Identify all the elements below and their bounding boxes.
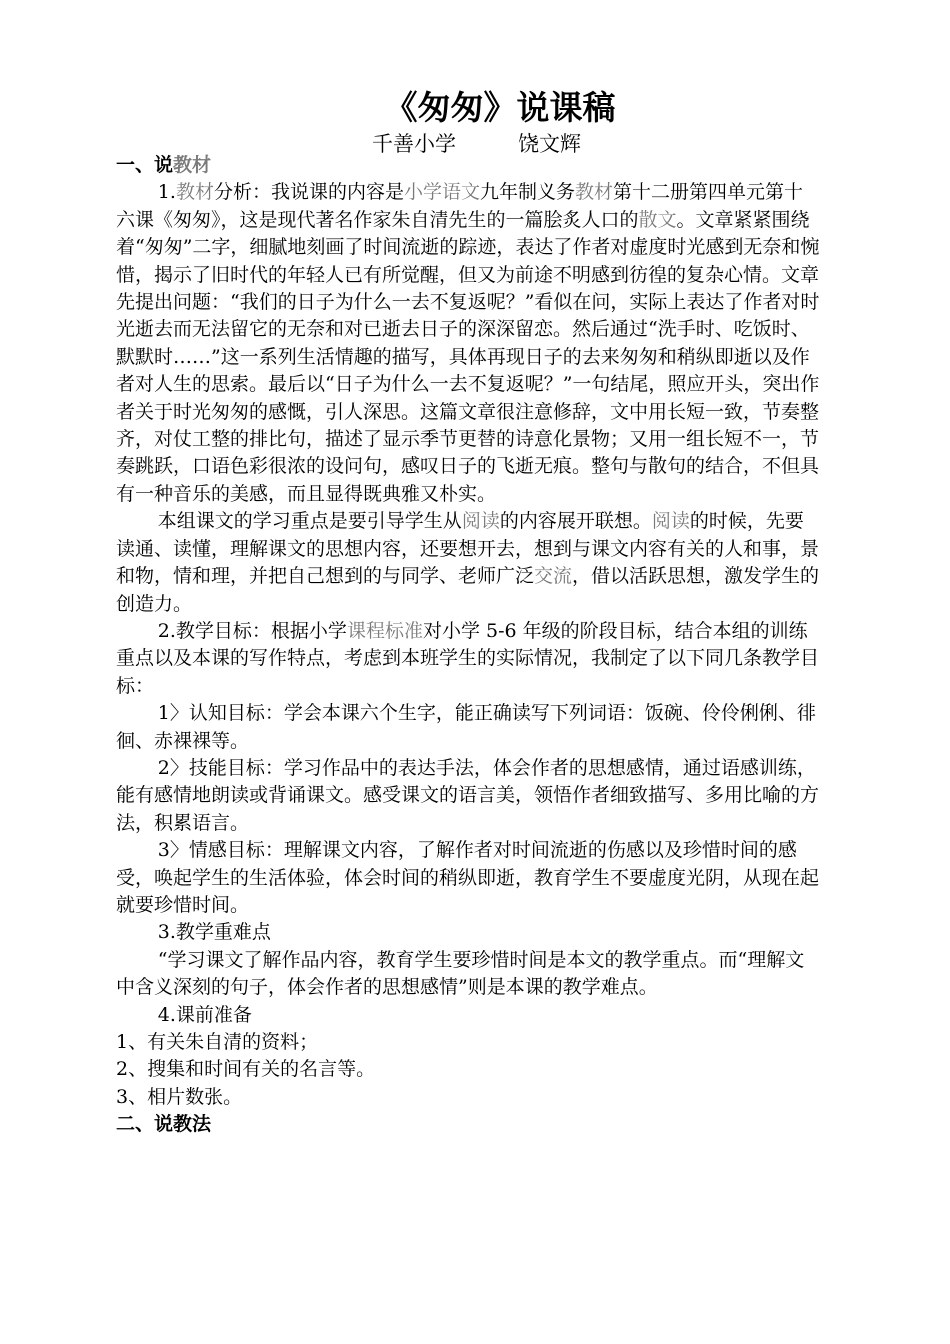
section-heading-label: 一、说 (116, 154, 174, 176)
paragraph-teaching-goals (116, 618, 820, 700)
text-run: ，借以活跃思想，激发学生的创造力。 (116, 565, 820, 615)
primary-chinese-link[interactable]: 小学语文 (403, 181, 480, 204)
text-run: 2.教学目标：根据小学 (157, 619, 347, 642)
list-item: 3、相片数张。 (116, 1085, 243, 1108)
text-run: 本组课文的学习重点是要引导学生从 (157, 510, 462, 533)
list-item: 1、有关朱自清的资料； (116, 1031, 319, 1053)
goal-emotional: 3〉情感目标：理解课文内容，了解作者对时间流逝的伤感以及珍惜时间的感受，唤起学生的生活体验，体会时间的稍纵即逝，教育学生不要虚度光阴，从现在起就要珍惜时间。 (116, 839, 820, 916)
text-run: 对小学 5-6 年级的阶段目标，结合本组的训练重点以及本课的写作特点，考虑到本班学生的实际情况，我制定了以下同几条教学目标： (116, 619, 820, 697)
preparation-heading: 4.课前准备 (157, 1003, 252, 1026)
author-name: 饶文辉 (518, 132, 581, 156)
textbook-link[interactable]: 教材 (175, 181, 214, 204)
reading-link[interactable]: 阅读 (651, 510, 690, 533)
key-points-heading: 3.教学重难点 (157, 921, 271, 944)
reading-link[interactable]: 阅读 (461, 510, 500, 533)
communication-link[interactable]: 交流 (534, 565, 573, 588)
section-heading-two: 二、说教法 (116, 1113, 212, 1136)
goal-cognitive: 1〉认知目标：学会本课六个生字，能正确读写下列词语：饭碗、伶伶俐俐、徘徊、赤裸裸等。 (116, 702, 816, 752)
section-heading-one (116, 152, 820, 179)
text-run: 的时候，先要读通、读懂，理解课文的思想内容，还要想开去，想到与课文内容有关的人和事，景和物，情和理，并把自己想到的与同学、老师广泛 (116, 510, 820, 588)
textbook-link[interactable]: 教材 (173, 154, 212, 176)
key-points-text: “学习课文了解作品内容，教育学生要珍惜时间是本文的教学重点。而“理解文中含义深刻的句子，体会作者的思想感情”则是本课的教学难点。 (116, 948, 805, 999)
textbook-link[interactable]: 教材 (575, 181, 614, 204)
text-run: 分析：我说课的内容是 (213, 181, 404, 204)
paragraph-study-focus (116, 508, 820, 618)
text-run: 的内容展开联想。 (499, 510, 652, 533)
document-body (116, 152, 820, 1139)
goal-skill: 2〉技能目标：学习作品中的表达手法，体会作者的思想感情，通过语感训练，能有感情地朗读或背诵课文。感受课文的语言美，领悟作者细致描写、多用比喻的方法，积累语言。 (116, 756, 820, 834)
text-run: 第十二册第四单元第十六课《匆匆》，这是现代著名作家朱自清先生的一篇脍炙人口的 (116, 181, 804, 231)
paragraph-textbook-analysis (116, 179, 820, 508)
page-title: 《匆匆》说课稿 (384, 88, 616, 127)
prose-link[interactable]: 散文 (638, 208, 677, 231)
text-run: 。文章紧紧围绕着“匆匆”二字，细腻地刻画了时间流逝的踪迹，表达了作者对虚度时光感到无奈和惋惜，揭示了旧时代的年轻人已有所觉醒，但又为前途不明感到彷徨的复杂心情。文章先提出问题：“我们的日子为什么一去不复返呢？”看似在问，实际上表达了作者对时光逝去而无法留它的无奈和对已逝去日子的深深留恋。然后通过“洗手时、吃饭时、默默时……”这一系列生活情趣的描写，具体再现日子的去来匆匆和稍纵即逝以及作者对人生的思索。最后以“日子为什么一去不复返呢？”一句结尾，照应开头，突出作者关于时光匆匆的感慨，引人深思。这篇文章很注意修辞，文中用长短一致，节奏整齐，对仗工整的排比句，描述了显示季节更替的诗意化景物；又用一组长短不一，节奏跳跃，口语色彩很浓的设问句，感叹日子的飞逝无痕。整句与散句的结合，不但具有一种音乐的美感，而且显得既典雅又朴实。 (116, 208, 820, 505)
school-name: 千善小学 (372, 132, 456, 156)
text-run: 1. (157, 181, 176, 204)
list-item: 2、搜集和时间有关的名言等。 (116, 1058, 376, 1081)
text-run: 九年制义务 (479, 181, 575, 204)
curriculum-standard-link[interactable]: 课程标准 (346, 619, 423, 642)
